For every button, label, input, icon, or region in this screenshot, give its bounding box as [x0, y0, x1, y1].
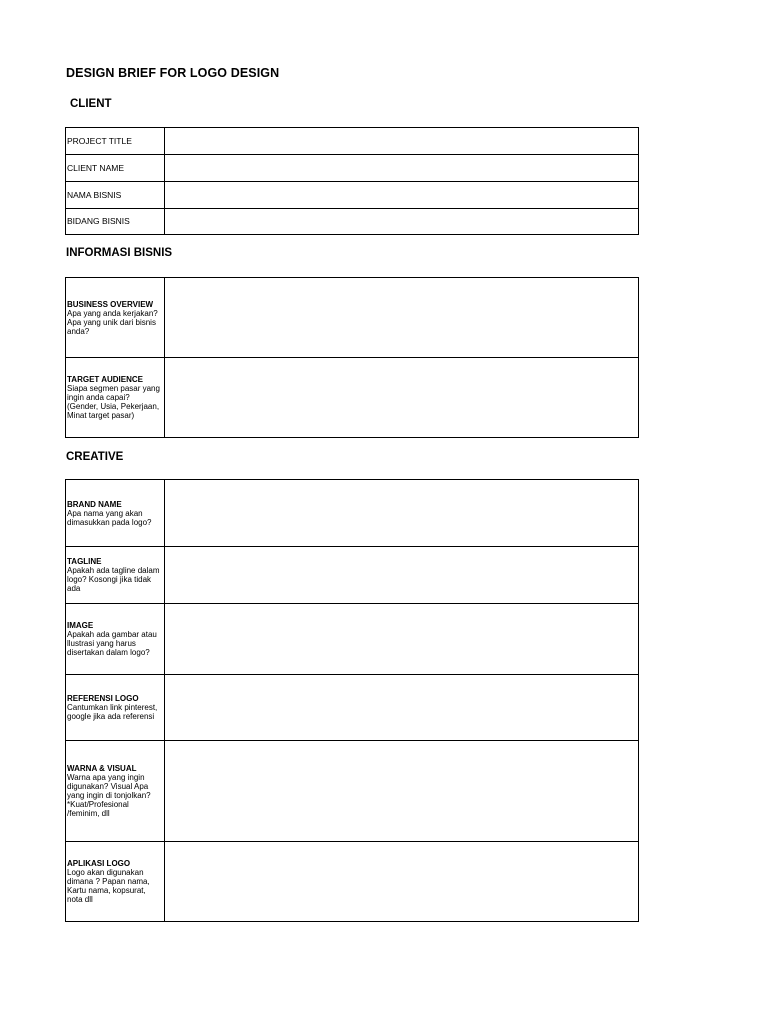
- field-title: TARGET AUDIENCE: [67, 375, 143, 384]
- table-row: [66, 155, 639, 182]
- field-label-business-overview: [66, 278, 165, 358]
- field-label-image: [66, 604, 165, 675]
- table-row: [66, 182, 639, 209]
- bidang-bisnis-field[interactable]: [165, 209, 639, 235]
- field-hint: Apakah ada gambar atau llustrasi yang harus disertakan dalam logo?: [67, 630, 157, 657]
- field-title: TAGLINE: [67, 557, 102, 566]
- field-hint: Apakah ada tagline dalam logo? Kosongi jika tidak ada: [67, 566, 160, 593]
- table-row: [66, 741, 639, 842]
- field-label-target-audience: [66, 358, 165, 438]
- field-label-tagline: [66, 547, 165, 604]
- business-overview-field[interactable]: [165, 278, 639, 358]
- field-hint: Logo akan digunakan dimana ? Papan nama, Kartu nama, kopsurat, nota dll: [67, 868, 150, 904]
- table-row: [66, 604, 639, 675]
- table-row: [66, 842, 639, 922]
- image-field[interactable]: [165, 604, 639, 675]
- table-row: [66, 547, 639, 604]
- field-title: WARNA & VISUAL: [67, 764, 137, 773]
- section-heading-client: CLIENT: [70, 98, 112, 110]
- field-hint: Apa nama yang akan dimasukkan pada logo?: [67, 508, 152, 527]
- client-table: [65, 127, 639, 235]
- brand-name-field[interactable]: [165, 480, 639, 547]
- table-row: [66, 358, 639, 438]
- document-title: DESIGN BRIEF FOR LOGO DESIGN: [66, 66, 280, 80]
- referensi-logo-field[interactable]: [165, 675, 639, 741]
- table-row: [66, 278, 639, 358]
- target-audience-field[interactable]: [165, 358, 639, 438]
- table-row: [66, 209, 639, 235]
- project-title-field[interactable]: [165, 128, 639, 155]
- field-label-brand-name: [66, 480, 165, 547]
- field-label-project-title: PROJECT TITLE: [66, 128, 165, 155]
- field-hint: Cantumkan link pinterest, google jika ada referensi: [67, 703, 158, 721]
- creative-table: [65, 479, 639, 922]
- field-label-client-name: CLIENT NAME: [66, 155, 165, 182]
- field-title: APLIKASI LOGO: [67, 859, 131, 868]
- field-label-referensi-logo: [66, 675, 165, 741]
- client-name-field[interactable]: [165, 155, 639, 182]
- field-label-bidang-bisnis: BIDANG BISNIS: [66, 209, 165, 235]
- aplikasi-logo-field[interactable]: [165, 842, 639, 922]
- field-hint: Siapa segmen pasar yang ingin anda capai? (Gender, Usia, Pekerjaan, Minat target pasar): [67, 384, 160, 420]
- tagline-field[interactable]: [165, 547, 639, 604]
- field-label-warna-visual: [66, 741, 165, 842]
- field-label-aplikasi-logo: [66, 842, 165, 922]
- table-row: [66, 480, 639, 547]
- field-hint: Apa yang anda kerjakan? Apa yang unik dari bisnis anda?: [67, 308, 158, 336]
- section-heading-creative: CREATIVE: [66, 451, 124, 463]
- field-label-nama-bisnis: NAMA BISNIS: [66, 182, 165, 209]
- table-row: [66, 128, 639, 155]
- informasi-bisnis-table: [65, 277, 639, 438]
- field-title: IMAGE: [67, 621, 94, 630]
- field-title: REFERENSI LOGO: [67, 694, 139, 703]
- warna-visual-field[interactable]: [165, 741, 639, 842]
- table-row: [66, 675, 639, 741]
- section-heading-informasi-bisnis: INFORMASI BISNIS: [66, 247, 173, 259]
- field-hint: Warna apa yang ingin digunakan? Visual Apa yang ingin di tonjolkan? *Kuat/Profesional /feminim, dll: [67, 773, 151, 818]
- nama-bisnis-field[interactable]: [165, 182, 639, 209]
- field-title: BRAND NAME: [67, 499, 122, 509]
- field-title: BUSINESS OVERVIEW: [67, 299, 154, 309]
